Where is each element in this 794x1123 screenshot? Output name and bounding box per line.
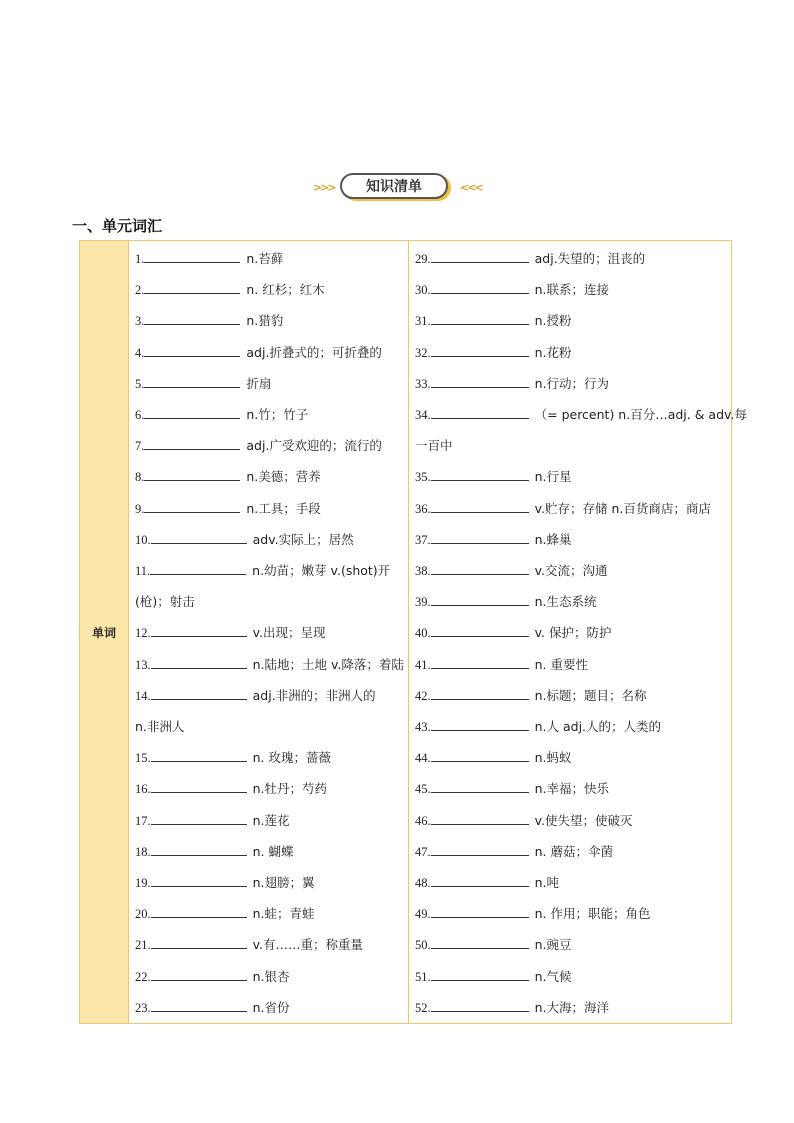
answer-blank[interactable] <box>431 656 529 669</box>
vocab-line <box>415 842 613 862</box>
definition-text: n.幸福；快乐 <box>534 781 610 797</box>
item-number: 33. <box>415 376 431 391</box>
definition-text: v.有……重；称重量 <box>252 937 364 953</box>
answer-blank[interactable] <box>431 812 529 825</box>
answer-blank[interactable] <box>431 624 529 637</box>
definition-text: n.非洲人 <box>135 719 185 734</box>
answer-blank[interactable] <box>431 281 529 294</box>
vocab-line <box>415 686 647 706</box>
vocab-line <box>415 748 572 768</box>
vocab-line <box>135 467 321 487</box>
vocab-line <box>135 592 195 612</box>
definition-text: adj.折叠式的；可折叠的 <box>246 344 382 360</box>
answer-blank[interactable] <box>151 999 247 1012</box>
item-number: 23. <box>135 1000 151 1015</box>
definition-text: n.行动；行为 <box>534 375 610 391</box>
vocab-line <box>135 779 327 799</box>
item-number: 39. <box>415 595 431 610</box>
answer-blank[interactable] <box>431 936 529 949</box>
vocab-line <box>135 873 315 893</box>
answer-blank[interactable] <box>144 344 240 357</box>
vocab-line <box>415 467 572 487</box>
item-number: 13. <box>135 657 151 672</box>
definition-text: n.大海；海洋 <box>534 999 610 1015</box>
vocab-line <box>415 405 747 425</box>
right-chevrons-icon: <<< <box>460 181 482 194</box>
definition-text: n. 蘑菇；伞菌 <box>534 843 613 859</box>
definition-text: n.气候 <box>534 968 572 984</box>
vocab-line <box>135 343 382 363</box>
vocab-line <box>135 811 290 831</box>
definition-text: v. 保护；防护 <box>534 625 612 641</box>
definition-text: v.使失望；使破灭 <box>534 812 633 828</box>
item-number: 34. <box>415 408 431 422</box>
item-number: 11. <box>135 564 151 578</box>
item-number: 14. <box>135 688 151 703</box>
answer-blank[interactable] <box>431 468 529 481</box>
vocab-line <box>415 967 572 987</box>
vocab-line <box>415 717 661 737</box>
item-number: 51. <box>415 969 431 984</box>
answer-blank[interactable] <box>151 874 247 887</box>
answer-blank[interactable] <box>431 843 529 856</box>
definition-text: adv.实际上；居然 <box>252 531 354 547</box>
vocab-line <box>135 935 363 955</box>
vocab-line <box>135 623 326 643</box>
answer-blank[interactable] <box>431 593 529 606</box>
definition-text: n.工具；手段 <box>246 500 321 516</box>
item-number: 46. <box>415 813 431 828</box>
answer-blank[interactable] <box>151 687 247 700</box>
answer-blank[interactable] <box>431 687 529 700</box>
answer-blank[interactable] <box>151 968 247 981</box>
answer-blank[interactable] <box>431 905 529 918</box>
item-number: 6. <box>135 408 145 422</box>
definition-text: n.银杏 <box>252 968 290 984</box>
item-number: 2. <box>135 283 145 298</box>
definition-text: n.幼苗；嫩芽 v.(shot)开 <box>252 563 391 578</box>
vocab-line <box>415 249 645 269</box>
definition-text: n.省份 <box>252 999 290 1015</box>
item-number: 52. <box>415 1000 431 1015</box>
item-number: 44. <box>415 751 431 766</box>
definition-text: n.猎豹 <box>246 313 284 329</box>
section-title: 一、单元词汇 <box>72 217 163 235</box>
vocab-line <box>415 904 651 924</box>
definition-text: n. 红杉；红木 <box>246 282 325 298</box>
vocab-line <box>135 311 283 331</box>
answer-blank[interactable] <box>431 375 529 388</box>
answer-blank[interactable] <box>144 500 240 513</box>
answer-blank[interactable] <box>431 531 529 544</box>
vocab-line <box>135 374 271 394</box>
vocab-line <box>415 436 453 456</box>
vocab-line <box>135 405 308 425</box>
vocab-line <box>415 343 572 363</box>
answer-blank[interactable] <box>431 968 529 981</box>
item-number: 31. <box>415 314 431 329</box>
vocab-line <box>415 592 597 612</box>
vocab-line <box>135 499 321 519</box>
answer-blank[interactable] <box>150 562 246 575</box>
item-number: 47. <box>415 844 431 859</box>
vocab-line <box>415 280 609 300</box>
item-number: 22. <box>135 969 151 984</box>
vocab-line <box>415 623 612 643</box>
vocab-line <box>135 280 325 300</box>
answer-blank[interactable] <box>151 936 247 949</box>
vocab-line <box>135 904 315 924</box>
vocabulary-table <box>79 240 747 1024</box>
item-number: 18. <box>135 844 151 859</box>
item-number: 15. <box>135 751 151 766</box>
answer-blank[interactable] <box>431 250 529 263</box>
definition-text: n.人 adj.人的；人类的 <box>534 719 662 734</box>
item-number: 45. <box>415 782 431 797</box>
answer-blank[interactable] <box>431 406 529 419</box>
vocab-line <box>415 655 588 675</box>
vocab-line <box>135 561 390 581</box>
definition-text: n. 玫瑰；蔷薇 <box>252 750 331 766</box>
vocab-line <box>135 967 290 987</box>
answer-blank[interactable] <box>431 874 529 887</box>
definition-text: n.翅膀；翼 <box>252 875 315 890</box>
answer-blank[interactable] <box>431 749 529 762</box>
banner-title: 知识清单 <box>340 173 448 199</box>
item-number: 3. <box>135 314 145 329</box>
vocab-line <box>135 686 376 706</box>
definition-text: n.花粉 <box>534 344 572 360</box>
right-column <box>409 241 747 1023</box>
answer-blank[interactable] <box>151 624 247 637</box>
definition-text: adj.失望的；沮丧的 <box>534 251 646 266</box>
definition-text: n.蜂巢 <box>534 531 572 547</box>
definition-text: n. 作用；职能；角色 <box>534 906 651 922</box>
answer-blank[interactable] <box>144 437 240 450</box>
definition-text: n.莲花 <box>252 812 290 828</box>
vocab-line <box>135 717 184 737</box>
answer-blank[interactable] <box>151 749 247 762</box>
definition-text: v.出现；呈现 <box>252 625 326 641</box>
answer-blank[interactable] <box>151 812 247 825</box>
vocab-line <box>415 530 572 550</box>
answer-blank[interactable] <box>151 905 247 918</box>
answer-blank[interactable] <box>144 250 240 263</box>
answer-blank[interactable] <box>151 656 247 669</box>
item-number: 30. <box>415 283 431 298</box>
item-number: 41. <box>415 657 431 672</box>
vocab-line <box>135 748 331 768</box>
answer-blank[interactable] <box>144 406 240 419</box>
item-number: 12. <box>135 626 151 641</box>
item-number: 10. <box>135 532 151 547</box>
definition-text: n.陆地；土地 v.降落；着陆 <box>252 656 404 672</box>
definition-text: n. 重要性 <box>534 656 588 672</box>
vocab-line <box>415 311 572 331</box>
definition-text: 一百中 <box>415 438 453 454</box>
answer-blank[interactable] <box>431 562 529 575</box>
definition-text: n.竹；竹子 <box>246 407 309 422</box>
definition-text: n.苔藓 <box>246 251 284 266</box>
definition-text: adj.广受欢迎的；流行的 <box>246 438 382 454</box>
item-number: 38. <box>415 564 431 578</box>
answer-blank[interactable] <box>144 468 240 481</box>
vocab-line <box>135 530 354 550</box>
vocab-line <box>415 935 572 955</box>
section-banner <box>0 173 794 203</box>
item-number: 17. <box>135 813 151 828</box>
vocab-line <box>415 998 609 1018</box>
answer-blank[interactable] <box>151 843 247 856</box>
answer-blank[interactable] <box>151 780 247 793</box>
item-number: 1. <box>135 252 145 266</box>
definition-text: adj.非洲的；非洲人的 <box>252 687 376 703</box>
definition-text: 折扇 <box>246 375 272 391</box>
vocab-line <box>415 779 609 799</box>
item-number: 35. <box>415 470 431 485</box>
definition-text: （= percent) n.百分…adj. & adv.每 <box>534 407 747 422</box>
item-number: 48. <box>415 876 431 890</box>
vocab-line <box>135 436 382 456</box>
answer-blank[interactable] <box>144 281 240 294</box>
definition-text: n. 蝴蝶 <box>252 843 294 859</box>
vocab-line <box>135 249 283 269</box>
answer-blank[interactable] <box>151 531 247 544</box>
answer-blank[interactable] <box>431 500 529 513</box>
definition-text: n.授粉 <box>534 313 572 329</box>
answer-blank[interactable] <box>431 999 529 1012</box>
definition-text: n.联系；连接 <box>534 282 610 298</box>
vocab-line <box>135 998 290 1018</box>
side-label: 单词 <box>80 241 129 1023</box>
item-number: 43. <box>415 720 431 734</box>
item-number: 20. <box>135 907 151 922</box>
definition-text: v.交流；沟通 <box>534 563 608 578</box>
item-number: 5. <box>135 376 145 391</box>
definition-text: n.美德；营养 <box>246 469 321 485</box>
vocab-line <box>135 655 404 675</box>
answer-blank[interactable] <box>144 312 240 325</box>
item-number: 40. <box>415 626 431 641</box>
left-column <box>129 241 409 1023</box>
item-number: 32. <box>415 345 431 360</box>
item-number: 49. <box>415 907 431 922</box>
item-number: 29. <box>415 252 431 266</box>
answer-blank[interactable] <box>431 312 529 325</box>
definition-text: n.蛙；青蛙 <box>252 906 315 922</box>
vocab-line <box>415 873 559 893</box>
answer-blank[interactable] <box>431 718 529 731</box>
item-number: 36. <box>415 501 431 516</box>
item-number: 19. <box>135 876 151 890</box>
definition-text: n.牡丹；芍药 <box>252 781 328 797</box>
item-number: 21. <box>135 938 151 953</box>
item-number: 7. <box>135 439 145 454</box>
item-number: 50. <box>415 938 431 953</box>
answer-blank[interactable] <box>431 780 529 793</box>
vocab-line <box>135 842 294 862</box>
item-number: 9. <box>135 501 145 516</box>
item-number: 42. <box>415 688 431 703</box>
definition-text: n.吨 <box>534 875 560 890</box>
vocab-line <box>415 561 608 581</box>
definition-text: n.行星 <box>534 469 572 485</box>
definition-text: n.蚂蚁 <box>534 750 572 766</box>
answer-blank[interactable] <box>431 344 529 357</box>
item-number: 8. <box>135 470 145 485</box>
definition-text: n.豌豆 <box>534 937 572 953</box>
vocab-line <box>415 374 609 394</box>
definition-text: n.标题；题目；名称 <box>534 687 647 703</box>
item-number: 16. <box>135 782 151 797</box>
definition-text: (枪)；射击 <box>135 594 195 610</box>
item-number: 4. <box>135 345 145 360</box>
definition-text: v.贮存；存储 n.百货商店；商店 <box>534 500 711 516</box>
vocab-line <box>415 811 633 831</box>
vocab-line <box>415 499 711 519</box>
left-chevrons-icon: >>> <box>313 181 335 194</box>
answer-blank[interactable] <box>144 375 240 388</box>
item-number: 37. <box>415 532 431 547</box>
definition-text: n.生态系统 <box>534 594 597 610</box>
